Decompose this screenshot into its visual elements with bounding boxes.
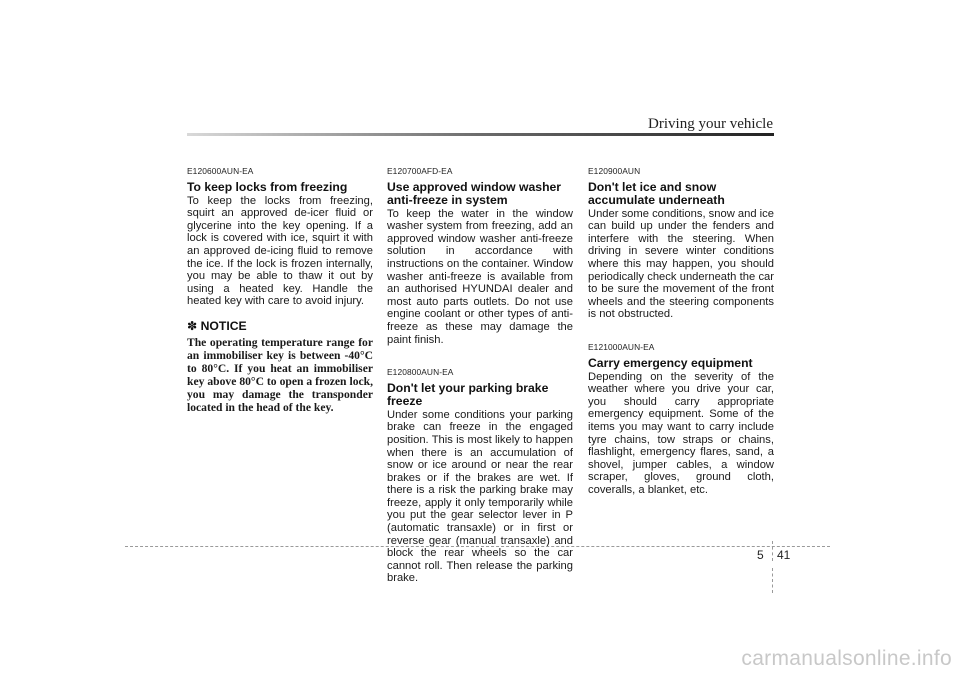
section-title: Driving your vehicle: [648, 116, 773, 132]
section-code: E120600AUN-EA: [187, 166, 254, 176]
section-heading: Carry emergency equipment: [588, 355, 753, 370]
page-number: 41: [777, 548, 791, 562]
section-heading: Don't let your parking brake freeze: [387, 380, 549, 408]
chapter-number: 5: [757, 548, 764, 562]
section-heading: To keep locks from freezing: [187, 179, 348, 194]
section-gap: [588, 321, 774, 341]
section-body: Under some conditions, snow and ice can build up under the fenders and interfere with the steering. When driving in severe winter conditions where this may happen, you should periodically check underneath the car to be sure the movement of the front wheels and the steering components is not obstructed.: [588, 207, 774, 321]
section-code: E120900AUN: [588, 166, 641, 176]
section-gap: [387, 346, 573, 366]
section-heading: Use approved window washer anti-freeze in system: [387, 179, 562, 207]
section-body: To keep the water in the window washer system from freezing, add an approved window washer anti-freeze solution in accordance with instructions on the container. Window washer anti-freeze is available from an authorised HYUNDAI dealer and most auto parts outlets. Do not use engine coolant or other types of anti-freeze as these may damage the paint finish.: [387, 207, 573, 346]
notice-body: The operating temperature range for an immobiliser key is between -40°C to 80°C. If you heat an immobiliser key above 80°C to open a frozen lock, you may damage the transponder located in the head of the key.: [187, 335, 373, 414]
notice-label: ✽ NOTICE: [187, 318, 247, 333]
section-code: E120700AFD-EA: [387, 166, 453, 176]
header-rule: [187, 133, 774, 136]
watermark: carmanualsonline.info: [741, 647, 952, 670]
section-body: To keep the locks from freezing, squirt an approved de-icer fluid or glycerine into the key opening. If a lock is covered with ice, squirt it with an approved de-icing fluid to remove the ice. If the lock is frozen internally, you may be able to thaw it out by using a heated key. Handle the heated key with care to avoid injury.: [187, 194, 373, 308]
footer-rule: [125, 546, 830, 547]
section-heading: Don't let ice and snow accumulate underneath: [588, 179, 725, 207]
page-divider-bottom: [772, 568, 773, 593]
column-3: [588, 165, 774, 496]
page-divider-top: [772, 541, 773, 561]
column-1: [187, 165, 373, 414]
column-2: [387, 165, 573, 585]
section-code: E120800AUN-EA: [387, 367, 454, 378]
section-body: Under some conditions your parking brake can freeze in the engaged position. This is most likely to happen when there is an accumulation of snow or ice around or near the rear brakes or if the brakes are wet. If there is a risk the parking brake may freeze, apply it only temporarily while you put the gear selector lever in P (automatic transaxle) or in first or reverse gear (manual transaxle) and block the rear wheels so the car cannot roll. Then release the parking brake.: [387, 408, 573, 585]
section-body: Depending on the severity of the weather where you drive your car, you should carry appropriate emergency equipment. Some of the items you may want to carry include tyre chains, tow straps or chains, flashlight, emergency flares, sand, a shovel, jumper cables, a window scraper, gloves, ground cloth, coveralls, a blanket, etc.: [588, 370, 774, 496]
section-code: E121000AUN-EA: [588, 341, 655, 352]
